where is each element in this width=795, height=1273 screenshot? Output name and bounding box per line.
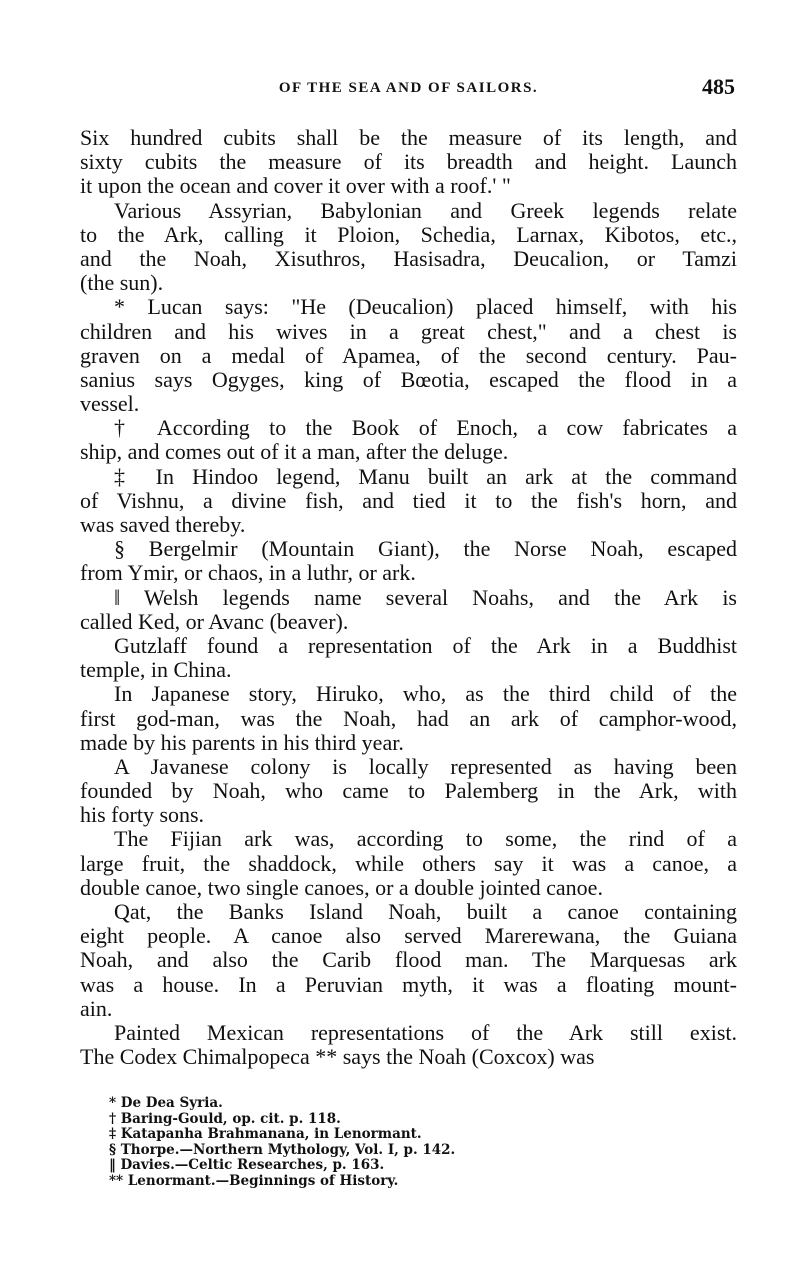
paragraph — [80, 827, 737, 900]
paragraph — [80, 586, 737, 634]
running-header — [80, 74, 737, 102]
text-line: sixty cubits the measure of its breadth and height. Launch — [80, 149, 737, 175]
paragraph — [80, 537, 737, 585]
text-line: (the sun). — [80, 270, 164, 296]
text-line: founded by Noah, who came to Palemberg in the Ark, with — [80, 778, 737, 804]
text-line: ‖ Welsh legends name several Noahs, and the Ark is — [114, 584, 737, 610]
text-line: made by his parents in his third year. — [80, 729, 404, 755]
text-line: temple, in China. — [80, 657, 232, 683]
text-line: double canoe, two single canoes, or a double jointed canoe. — [80, 874, 603, 900]
text-line: ‡ In Hindoo legend, Manu built an ark at the command — [114, 463, 737, 489]
paragraph — [80, 126, 737, 199]
text-line: it upon the ocean and cover it over with a roof.' " — [80, 173, 511, 199]
text-line: graven on a medal of Apamea, of the second century. Pau- — [80, 342, 737, 368]
paragraph — [80, 900, 737, 1021]
text-line: Qat, the Banks Island Noah, built a canoe containing — [114, 899, 737, 924]
footnote: ** Lenormant.—Beginnings of History. — [109, 1172, 399, 1189]
text-line: ain. — [80, 995, 113, 1021]
text-line: to the Ark, calling it Ploion, Schedia, Larnax, Kibotos, etc., — [80, 221, 737, 247]
text-line: * Lucan says: "He (Deucalion) placed himself, with his — [114, 294, 737, 320]
text-line: A Javanese colony is locally represented as having been — [114, 753, 737, 779]
running-title: OF THE SEA AND OF SAILORS. — [278, 80, 539, 96]
text-line: children and his wives in a great chest," and a chest is — [80, 318, 737, 344]
text-line: † According to the Book of Enoch, a cow fabricates a — [114, 415, 737, 441]
text-line: § Bergelmir (Mountain Giant), the Norse Noah, escaped — [114, 536, 737, 562]
footnote: * De Dea Syria. — [109, 1095, 223, 1111]
text-line: Painted Mexican representations of the Ark still exist. — [114, 1019, 737, 1045]
text-line: eight people. A canoe also served Marerewana, the Guiana — [80, 923, 737, 949]
paragraph — [80, 416, 737, 464]
text-line: was saved thereby. — [80, 512, 246, 537]
text-line: sanius says Ogyges, king of Bœotia, escaped the flood in a — [80, 366, 737, 392]
footnotes — [109, 1096, 455, 1189]
paragraph — [80, 634, 737, 682]
text-line: from Ymir, or chaos, in a luthr, or ark. — [80, 560, 416, 586]
text-line: of Vishnu, a divine fish, and tied it to the fish's horn, and — [80, 487, 737, 513]
footnote: † Baring-Gould, op. cit. p. 118. — [109, 1110, 341, 1127]
footnote: ‡ Katapanha Brahmanana, in Lenormant. — [109, 1126, 422, 1142]
paragraph — [80, 755, 737, 828]
paragraph — [80, 682, 737, 755]
text-line: and the Noah, Xisuthros, Hasisadra, Deucalion, or Tamzi — [80, 245, 737, 271]
text-line: called Ked, or Avanc (beaver). — [80, 608, 349, 634]
text-line: Various Assyrian, Babylonian and Greek legends relate — [114, 197, 737, 223]
paragraph — [80, 295, 737, 416]
text-line: In Japanese story, Hiruko, who, as the third child of the — [114, 681, 737, 707]
text-line: Noah, and also the Carib flood man. The Marquesas ark — [80, 947, 737, 973]
text-line: was a house. In a Peruvian myth, it was a floating mount- — [80, 971, 737, 997]
text-line: large fruit, the shaddock, while others say it was a canoe, a — [80, 850, 737, 876]
paragraph — [80, 199, 737, 296]
text-line: The Fijian ark was, according to some, the rind of a — [114, 826, 737, 852]
text-line: Gutzlaff found a representation of the Ark in a Buddhist — [114, 632, 737, 658]
text-line: first god-man, was the Noah, had an ark of camphor-wood, — [80, 705, 737, 731]
text-line: vessel. — [80, 391, 140, 417]
page-number: 485 — [702, 74, 735, 99]
body-text — [80, 126, 737, 1069]
paragraph — [80, 1021, 737, 1069]
text-line: The Codex Chimalpopeca ** says the Noah (Coxcox) was — [80, 1044, 595, 1070]
text-line: ship, and comes out of it a man, after the deluge. — [80, 439, 509, 465]
text-line: his forty sons. — [80, 802, 205, 828]
footnote: § Thorpe.—Northern Mythology, Vol. I, p. 142. — [109, 1141, 456, 1158]
text-line: Six hundred cubits shall be the measure of its length, and — [80, 125, 737, 150]
paragraph — [80, 465, 737, 538]
footnote: ‖ Davies.—Celtic Researches, p. 163. — [109, 1157, 385, 1173]
